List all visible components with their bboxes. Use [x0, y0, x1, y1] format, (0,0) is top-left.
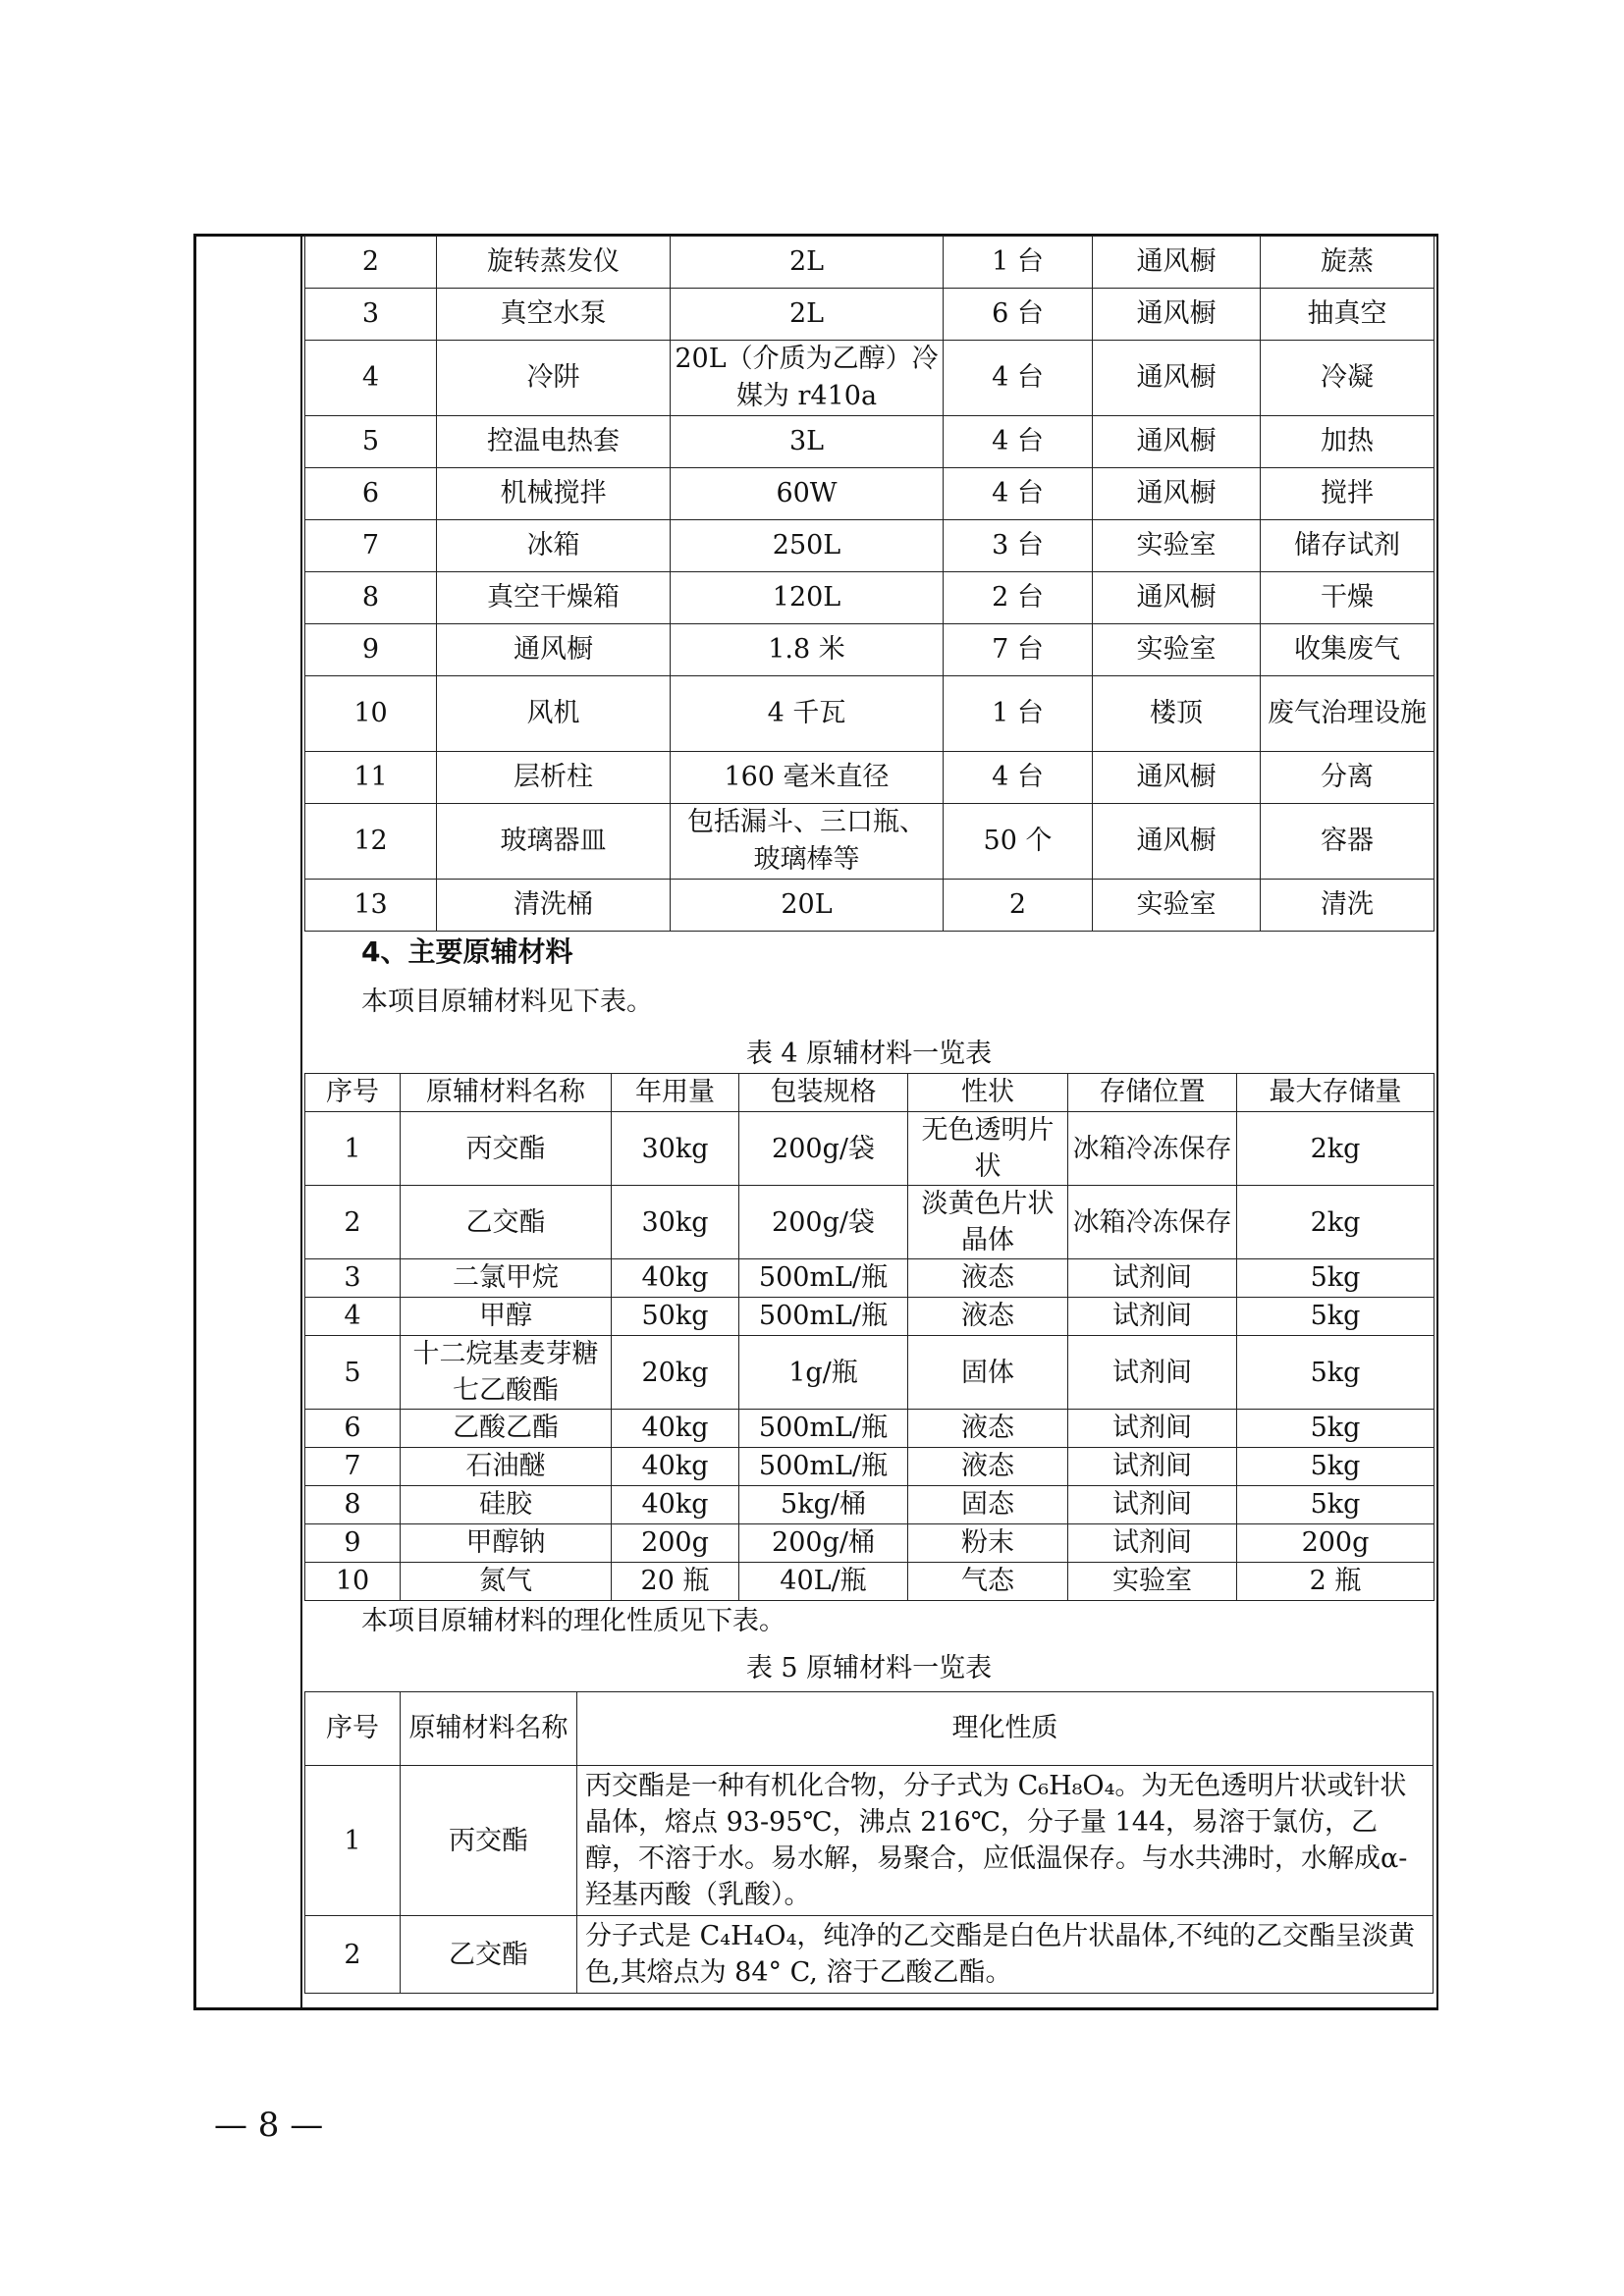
table4-cell: 500mL/瓶	[739, 1298, 908, 1336]
table4-cell: 冰箱冷冻保存	[1068, 1112, 1237, 1186]
table4-cell: 实验室	[1068, 1563, 1237, 1601]
table-row	[305, 468, 1435, 520]
equipment-purpose-cell: 清洗	[1261, 880, 1435, 932]
equipment-qty-cell: 7 台	[944, 624, 1093, 676]
table4-cell: 氮气	[401, 1563, 612, 1601]
table-row	[305, 1766, 1434, 1916]
equipment-no-cell: 3	[305, 289, 437, 341]
equipment-purpose-cell: 旋蒸	[1261, 237, 1435, 289]
table5-cell: 乙交酯	[401, 1916, 577, 1994]
table5-header-cell: 理化性质	[577, 1692, 1434, 1766]
equipment-name-cell: 机械搅拌	[437, 468, 671, 520]
table-row	[305, 676, 1435, 752]
equipment-spec-cell: 4 千瓦	[671, 676, 944, 752]
table-row	[305, 1259, 1435, 1298]
equipment-spec-cell: 120L	[671, 572, 944, 624]
table4-cell: 5	[305, 1336, 401, 1410]
equipment-location-cell: 通风橱	[1093, 289, 1261, 341]
table4-cell: 10	[305, 1563, 401, 1601]
equipment-purpose-cell: 废气治理设施	[1261, 676, 1435, 752]
table4-cell: 液态	[908, 1448, 1068, 1486]
equipment-location-cell: 通风橱	[1093, 468, 1261, 520]
equipment-purpose-cell: 冷凝	[1261, 341, 1435, 416]
equipment-no-cell: 11	[305, 752, 437, 804]
table5-caption: 表 5 原辅材料一览表	[745, 1653, 993, 1683]
table-row	[305, 1186, 1435, 1259]
equipment-qty-cell: 1 台	[944, 237, 1093, 289]
equipment-location-cell: 实验室	[1093, 624, 1261, 676]
equipment-name-cell: 旋转蒸发仪	[437, 237, 671, 289]
table4-cell: 1	[305, 1112, 401, 1186]
equipment-qty-cell: 4 台	[944, 752, 1093, 804]
equipment-no-cell: 7	[305, 520, 437, 572]
page-number: — 8 —	[214, 2106, 324, 2145]
table4-header-cell: 性状	[908, 1074, 1068, 1112]
table4-cell: 乙交酯	[401, 1186, 612, 1259]
table4-cell: 500mL/瓶	[739, 1259, 908, 1298]
table4-cell: 2kg	[1237, 1186, 1435, 1259]
table-row	[305, 289, 1435, 341]
table4-cell: 石油醚	[401, 1448, 612, 1486]
equipment-location-cell: 通风橱	[1093, 341, 1261, 416]
table-row	[305, 1448, 1435, 1486]
table4-cell: 40kg	[612, 1448, 739, 1486]
table-row	[305, 1410, 1435, 1448]
table-row	[305, 520, 1435, 572]
table4-cell: 40kg	[612, 1410, 739, 1448]
table4-cell: 无色透明片状	[908, 1112, 1068, 1186]
equipment-location-cell: 实验室	[1093, 520, 1261, 572]
table4-header-cell: 最大存储量	[1237, 1074, 1435, 1112]
table5-cell: 2	[305, 1916, 401, 1994]
table4-cell: 3	[305, 1259, 401, 1298]
table4-cell: 50kg	[612, 1298, 739, 1336]
table4-header-cell: 包装规格	[739, 1074, 908, 1112]
properties-table	[304, 1691, 1434, 1994]
table4-cell: 十二烷基麦芽糖七乙酸酯	[401, 1336, 612, 1410]
table-row	[305, 1298, 1435, 1336]
table4-cell: 40kg	[612, 1486, 739, 1524]
equipment-no-cell: 9	[305, 624, 437, 676]
table4-cell: 200g	[1237, 1524, 1435, 1563]
properties-intro: 本项目原辅材料的理化性质见下表。	[361, 1606, 785, 1636]
equipment-spec-cell: 包括漏斗、三口瓶、玻璃棒等	[671, 804, 944, 880]
table-row	[305, 1524, 1435, 1563]
table4-cell: 30kg	[612, 1112, 739, 1186]
equipment-no-cell: 2	[305, 237, 437, 289]
table4-cell: 5kg	[1237, 1448, 1435, 1486]
table4-cell: 20kg	[612, 1336, 739, 1410]
equipment-spec-cell: 160 毫米直径	[671, 752, 944, 804]
table4-cell: 2	[305, 1186, 401, 1259]
table5-cell: 1	[305, 1766, 401, 1916]
table4-cell: 200g/桶	[739, 1524, 908, 1563]
equipment-location-cell: 楼顶	[1093, 676, 1261, 752]
equipment-qty-cell: 2	[944, 880, 1093, 932]
equipment-location-cell: 实验室	[1093, 880, 1261, 932]
intro-text: 本项目原辅材料见下表。	[361, 987, 653, 1017]
table-row	[305, 1112, 1435, 1186]
table5-cell: 丙交酯是一种有机化合物，分子式为 C₆H₈O₄。为无色透明片状或针状晶体，熔点 93-95℃，沸点 216℃，分子量 144，易溶于氯仿，乙醇，不溶于水。易水解，易聚合，应低温保存。与水共沸时，水解成α-羟基丙酸（乳酸）。	[577, 1766, 1434, 1916]
table4-header-cell: 序号	[305, 1074, 401, 1112]
table4-cell: 5kg/桶	[739, 1486, 908, 1524]
table-row	[305, 752, 1435, 804]
table5-header-cell: 原辅材料名称	[401, 1692, 577, 1766]
table-row	[305, 1486, 1435, 1524]
table4-cell: 5kg	[1237, 1336, 1435, 1410]
equipment-purpose-cell: 分离	[1261, 752, 1435, 804]
table4-header-cell: 存储位置	[1068, 1074, 1237, 1112]
equipment-purpose-cell: 干燥	[1261, 572, 1435, 624]
equipment-name-cell: 冷阱	[437, 341, 671, 416]
equipment-location-cell: 通风橱	[1093, 752, 1261, 804]
table4-cell: 500mL/瓶	[739, 1448, 908, 1486]
equipment-no-cell: 4	[305, 341, 437, 416]
table4-cell: 乙酸乙酯	[401, 1410, 612, 1448]
table-row	[305, 1916, 1434, 1994]
table4-cell: 5kg	[1237, 1486, 1435, 1524]
table4-cell: 30kg	[612, 1186, 739, 1259]
table-row	[305, 1563, 1435, 1601]
equipment-no-cell: 8	[305, 572, 437, 624]
table4-cell: 试剂间	[1068, 1486, 1237, 1524]
equipment-name-cell: 层析柱	[437, 752, 671, 804]
equipment-purpose-cell: 抽真空	[1261, 289, 1435, 341]
equipment-location-cell: 通风橱	[1093, 416, 1261, 468]
table-row	[305, 1336, 1435, 1410]
table-row	[305, 237, 1435, 289]
equipment-qty-cell: 4 台	[944, 468, 1093, 520]
table4-header-cell: 原辅材料名称	[401, 1074, 612, 1112]
table4-cell: 9	[305, 1524, 401, 1563]
table4-cell: 200g	[612, 1524, 739, 1563]
table5-header-cell: 序号	[305, 1692, 401, 1766]
table4-cell: 200g/袋	[739, 1112, 908, 1186]
table4-cell: 6	[305, 1410, 401, 1448]
table4-cell: 气态	[908, 1563, 1068, 1601]
equipment-name-cell: 清洗桶	[437, 880, 671, 932]
equipment-spec-cell: 1.8 米	[671, 624, 944, 676]
equipment-purpose-cell: 容器	[1261, 804, 1435, 880]
equipment-spec-cell: 20L	[671, 880, 944, 932]
table4-cell: 二氯甲烷	[401, 1259, 612, 1298]
table-row	[305, 416, 1435, 468]
table5-cell: 分子式是 C₄H₄O₄，纯净的乙交酯是白色片状晶体,不纯的乙交酯呈淡黄色,其熔点为 84° C, 溶于乙酸乙酯。	[577, 1916, 1434, 1994]
equipment-spec-cell: 60W	[671, 468, 944, 520]
table4-cell: 5kg	[1237, 1410, 1435, 1448]
equipment-name-cell: 风机	[437, 676, 671, 752]
table4-cell: 1g/瓶	[739, 1336, 908, 1410]
equipment-name-cell: 玻璃器皿	[437, 804, 671, 880]
table-row	[305, 880, 1435, 932]
equipment-qty-cell: 6 台	[944, 289, 1093, 341]
table4-cell: 液态	[908, 1298, 1068, 1336]
equipment-spec-cell: 2L	[671, 289, 944, 341]
equipment-no-cell: 5	[305, 416, 437, 468]
table4-cell: 液态	[908, 1410, 1068, 1448]
equipment-purpose-cell: 储存试剂	[1261, 520, 1435, 572]
equipment-location-cell: 通风橱	[1093, 237, 1261, 289]
equipment-spec-cell: 2L	[671, 237, 944, 289]
table4-cell: 试剂间	[1068, 1336, 1237, 1410]
table4-cell: 8	[305, 1486, 401, 1524]
table-row	[305, 624, 1435, 676]
equipment-qty-cell: 2 台	[944, 572, 1093, 624]
equipment-location-cell: 通风橱	[1093, 572, 1261, 624]
table4-cell: 7	[305, 1448, 401, 1486]
inner-rule	[300, 236, 302, 2008]
equipment-no-cell: 6	[305, 468, 437, 520]
table-row	[305, 804, 1435, 880]
equipment-no-cell: 10	[305, 676, 437, 752]
equipment-location-cell: 通风橱	[1093, 804, 1261, 880]
equipment-name-cell: 冰箱	[437, 520, 671, 572]
table4-caption: 表 4 原辅材料一览表	[745, 1039, 993, 1069]
equipment-spec-cell: 3L	[671, 416, 944, 468]
table4-cell: 粉末	[908, 1524, 1068, 1563]
equipment-purpose-cell: 搅拌	[1261, 468, 1435, 520]
equipment-qty-cell: 4 台	[944, 341, 1093, 416]
table4-cell: 20 瓶	[612, 1563, 739, 1601]
table4-cell: 试剂间	[1068, 1410, 1237, 1448]
table-row	[305, 572, 1435, 624]
equipment-name-cell: 真空干燥箱	[437, 572, 671, 624]
equipment-spec-cell: 20L（介质为乙醇）冷媒为 r410a	[671, 341, 944, 416]
table4-cell: 淡黄色片状晶体	[908, 1186, 1068, 1259]
section-heading: 4、主要原辅材料	[361, 935, 573, 968]
table4-cell: 4	[305, 1298, 401, 1336]
table4-cell: 5kg	[1237, 1298, 1435, 1336]
table4-cell: 试剂间	[1068, 1298, 1237, 1336]
table4-cell: 40L/瓶	[739, 1563, 908, 1601]
table4-cell: 200g/袋	[739, 1186, 908, 1259]
equipment-name-cell: 控温电热套	[437, 416, 671, 468]
equipment-table	[304, 236, 1435, 932]
content	[304, 236, 1434, 1994]
materials-table	[304, 1073, 1435, 1601]
table4-cell: 甲醇	[401, 1298, 612, 1336]
equipment-spec-cell: 250L	[671, 520, 944, 572]
table4-cell: 试剂间	[1068, 1259, 1237, 1298]
table4-cell: 2 瓶	[1237, 1563, 1435, 1601]
table4-header-cell: 年用量	[612, 1074, 739, 1112]
equipment-no-cell: 13	[305, 880, 437, 932]
table4-cell: 固态	[908, 1486, 1068, 1524]
table4-cell: 试剂间	[1068, 1524, 1237, 1563]
table4-cell: 固体	[908, 1336, 1068, 1410]
equipment-purpose-cell: 加热	[1261, 416, 1435, 468]
equipment-no-cell: 12	[305, 804, 437, 880]
table4-cell: 硅胶	[401, 1486, 612, 1524]
table-row	[305, 341, 1435, 416]
equipment-name-cell: 真空水泵	[437, 289, 671, 341]
equipment-qty-cell: 1 台	[944, 676, 1093, 752]
table4-cell: 500mL/瓶	[739, 1410, 908, 1448]
equipment-qty-cell: 50 个	[944, 804, 1093, 880]
table4-cell: 液态	[908, 1259, 1068, 1298]
equipment-name-cell: 通风橱	[437, 624, 671, 676]
table4-cell: 40kg	[612, 1259, 739, 1298]
table4-cell: 试剂间	[1068, 1448, 1237, 1486]
equipment-purpose-cell: 收集废气	[1261, 624, 1435, 676]
equipment-qty-cell: 3 台	[944, 520, 1093, 572]
table4-cell: 5kg	[1237, 1259, 1435, 1298]
table4-cell: 丙交酯	[401, 1112, 612, 1186]
equipment-qty-cell: 4 台	[944, 416, 1093, 468]
table4-cell: 2kg	[1237, 1112, 1435, 1186]
table4-cell: 冰箱冷冻保存	[1068, 1186, 1237, 1259]
table5-cell: 丙交酯	[401, 1766, 577, 1916]
table4-cell: 甲醇钠	[401, 1524, 612, 1563]
